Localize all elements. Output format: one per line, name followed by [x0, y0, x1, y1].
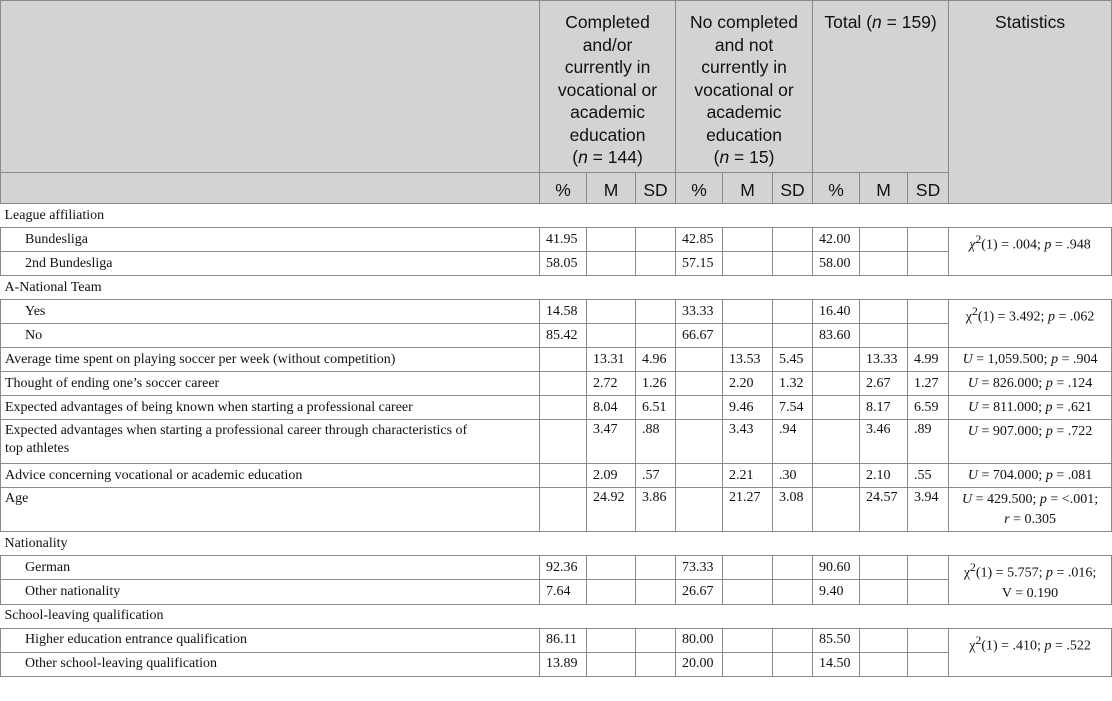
cell-pct: 41.95 [540, 228, 587, 252]
row-label: Other school-leaving qualification [1, 652, 540, 676]
header-completed: Completed and/or currently in vocational or academic education (n = 144) [540, 1, 676, 173]
cell-m: 2.09 [587, 464, 636, 488]
table-row [1, 348, 1112, 372]
cell-sd: 7.54 [773, 396, 813, 420]
subheader-sd: SD [908, 173, 949, 204]
cell-sd: 6.51 [636, 396, 676, 420]
stat-cell: $\chi^2(1) = .004$; p = .948 [949, 228, 1112, 276]
table-row [1, 420, 1112, 464]
table-row [1, 204, 1112, 228]
cell-m: 13.53 [723, 348, 773, 372]
row-label: 2nd Bundesliga [1, 252, 540, 276]
cell-m: 2.20 [723, 372, 773, 396]
cell-sd: 3.86 [636, 488, 676, 532]
table-row [1, 532, 1112, 556]
table-row [1, 628, 1112, 652]
stat-cell: U = 704.000; p = .081 [949, 464, 1112, 488]
cell-pct: 20.00 [676, 652, 723, 676]
cell-m: 24.57 [860, 488, 908, 532]
row-label: Other nationality [1, 580, 540, 604]
cell-pct: 33.33 [676, 300, 723, 324]
cell-sd: .89 [908, 420, 949, 464]
cell-sd: .57 [636, 464, 676, 488]
cell-m: 13.33 [860, 348, 908, 372]
subheader-m: M [587, 173, 636, 204]
subheader-pct: % [676, 173, 723, 204]
subheader-blank [1, 173, 540, 204]
header-row [1, 1, 1112, 173]
subheader-pct: % [813, 173, 860, 204]
cell-sd: 1.26 [636, 372, 676, 396]
cell-pct: 42.85 [676, 228, 723, 252]
cell-pct: 7.64 [540, 580, 587, 604]
cell-pct: 90.60 [813, 556, 860, 580]
row-label: German [1, 556, 540, 580]
cell-sd: 1.32 [773, 372, 813, 396]
cell-sd: .88 [636, 420, 676, 464]
group-label: League affiliation [1, 204, 1112, 228]
cell-pct: 13.89 [540, 652, 587, 676]
header-not-completed: No completed and not currently in vocational or academic education (n = 15) [676, 1, 813, 173]
table-row [1, 652, 1112, 676]
table-row [1, 604, 1112, 628]
cell-m: 24.92 [587, 488, 636, 532]
cell-sd: .30 [773, 464, 813, 488]
subheader-m: M [860, 173, 908, 204]
cell-m: 2.21 [723, 464, 773, 488]
cell-sd: 4.99 [908, 348, 949, 372]
group-label: School-leaving qualification [1, 604, 1112, 628]
cell-m: 3.46 [860, 420, 908, 464]
row-label: Average time spent on playing soccer per week (without competition) [1, 348, 540, 372]
row-label: Higher education entrance qualification [1, 628, 540, 652]
cell-pct: 80.00 [676, 628, 723, 652]
row-label: Expected advantages of being known when starting a professional career [1, 396, 540, 420]
cell-pct: 14.50 [813, 652, 860, 676]
table-row [1, 276, 1112, 300]
stat-cell: U = 826.000; p = .124 [949, 372, 1112, 396]
table-row [1, 252, 1112, 276]
cell-pct: 85.42 [540, 324, 587, 348]
cell-pct: 85.50 [813, 628, 860, 652]
cell-pct: 86.11 [540, 628, 587, 652]
table-row [1, 464, 1112, 488]
table-row [1, 228, 1112, 252]
cell-sd: 1.27 [908, 372, 949, 396]
cell-pct: 73.33 [676, 556, 723, 580]
group-label: Nationality [1, 532, 1112, 556]
cell-m: 13.31 [587, 348, 636, 372]
cell-m: 9.46 [723, 396, 773, 420]
cell-sd: .55 [908, 464, 949, 488]
row-label: No [1, 324, 540, 348]
header-blank [1, 1, 540, 173]
cell-pct: 58.00 [813, 252, 860, 276]
stat-cell: U = 907.000; p = .722 [949, 420, 1112, 464]
cell-pct: 9.40 [813, 580, 860, 604]
table-row [1, 580, 1112, 604]
subheader-m: M [723, 173, 773, 204]
cell-sd: 3.08 [773, 488, 813, 532]
table-row [1, 324, 1112, 348]
row-label: Age [1, 488, 540, 532]
subheader-sd: SD [636, 173, 676, 204]
table-row [1, 396, 1112, 420]
cell-sd: 6.59 [908, 396, 949, 420]
stat-cell: U = 811.000; p = .621 [949, 396, 1112, 420]
cell-pct: 14.58 [540, 300, 587, 324]
cell-sd: 5.45 [773, 348, 813, 372]
cell-m: 21.27 [723, 488, 773, 532]
cell-m: 2.10 [860, 464, 908, 488]
cell-pct: 26.67 [676, 580, 723, 604]
cell-pct: 66.67 [676, 324, 723, 348]
cell-pct: 57.15 [676, 252, 723, 276]
cell-pct: 42.00 [813, 228, 860, 252]
cell-pct: 83.60 [813, 324, 860, 348]
row-label: Bundesliga [1, 228, 540, 252]
stat-cell: $\chi^2(1) = 5.757$; p = .016; V = 0.190 [949, 556, 1112, 605]
row-label: Advice concerning vocational or academic education [1, 464, 540, 488]
cell-m: 2.72 [587, 372, 636, 396]
row-label: Expected advantages when starting a professional career through characteristics of top athletes [1, 420, 540, 464]
subheader-row [1, 173, 1112, 204]
table-row [1, 556, 1112, 580]
subheader-sd: SD [773, 173, 813, 204]
cell-pct: 92.36 [540, 556, 587, 580]
subheader-pct: % [540, 173, 587, 204]
cell-m: 8.17 [860, 396, 908, 420]
table-row [1, 300, 1112, 324]
table-row [1, 488, 1112, 532]
cell-pct: 16.40 [813, 300, 860, 324]
cell-sd: 4.96 [636, 348, 676, 372]
header-total: Total (n = 159) [813, 1, 949, 173]
stat-cell: U = 1,059.500; p = .904 [949, 348, 1112, 372]
stat-cell: $\chi^2(1) = .410$; p = .522 [949, 628, 1112, 676]
row-label: Yes [1, 300, 540, 324]
cell-m: 3.43 [723, 420, 773, 464]
cell-pct: 58.05 [540, 252, 587, 276]
cell-m: 2.67 [860, 372, 908, 396]
cell-m: 3.47 [587, 420, 636, 464]
table-row [1, 372, 1112, 396]
cell-m: 8.04 [587, 396, 636, 420]
header-statistics: Statistics [949, 1, 1112, 204]
cell-sd: 3.94 [908, 488, 949, 532]
stat-cell: U = 429.500; p = <.001; r = 0.305 [949, 488, 1112, 532]
stat-cell: $\chi^2(1) = 3.492$; p = .062 [949, 300, 1112, 348]
row-label: Thought of ending one’s soccer career [1, 372, 540, 396]
group-label: A-National Team [1, 276, 1112, 300]
cell-sd: .94 [773, 420, 813, 464]
